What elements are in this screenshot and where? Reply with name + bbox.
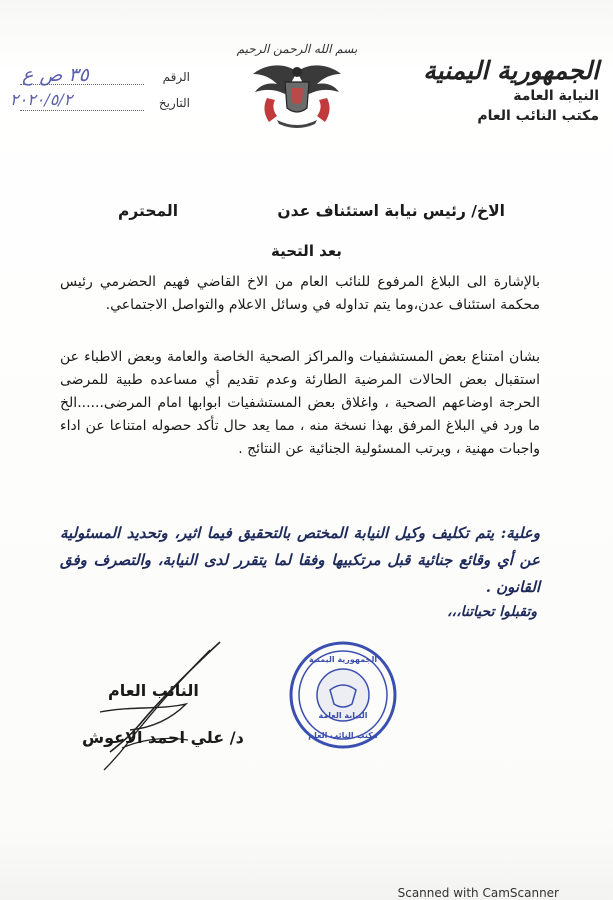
paragraph-directive: وعلية: يتم تكليف وكيل النيابة المختص بالتحقيق فيما اثير، وتحديد المسئولية عن أي وقائع جنائية قبل مرتكبيها وفقا لما يتقرر لدى النيابة، والتصرف وفق القانون . — [60, 524, 540, 596]
office-name: النيابة العامة — [513, 88, 599, 104]
paragraph-reference: بالإشارة الى البلاغ المرفوع للنائب العام من الاخ القاضي فهيم الحضرمي رئيس محكمة استئناف عدن،وما يتم تداوله في وسائل الاعلام والتواصل الاجتماعي. — [60, 274, 540, 313]
letterhead — [399, 56, 599, 126]
yemen-eagle-emblem-icon — [247, 58, 347, 130]
bureau-name: مكتب النائب العام — [477, 108, 599, 124]
reference-number-value: ٣٥ ص ع — [22, 64, 89, 86]
signer-name: د/ علي احمد الاعوش — [82, 728, 244, 747]
scanner-watermark: Scanned with CamScanner — [397, 886, 559, 900]
addressee: الاخ/ رئيس نيابة استئناف عدن — [277, 202, 505, 220]
basmala: بسم الله الرحمن الرحيم — [236, 42, 358, 56]
addressee-line — [118, 202, 505, 230]
reference-date-label: التاريخ — [158, 96, 190, 110]
state-name: الجمهورية اليمنية — [423, 56, 599, 85]
reference-block — [10, 64, 190, 116]
handwritten-signature — [70, 640, 240, 780]
date-dots — [20, 110, 144, 111]
official-stamp — [288, 640, 398, 750]
stamp-top-text: الجمهورية اليمنية — [308, 655, 378, 664]
closing-line: وتقبلوا تحياتنا،،، — [447, 604, 537, 620]
emblem-block — [232, 42, 362, 132]
paragraph-details: بشان امتناع بعض المستشفيات والمراكز الصحية الخاصة والعامة وبعض الاطباء عن استقبال بعض الحالات المرضية الطارئة وعدم تقديم أي مساعده طبية للمرضى الحرجة اوضاعهم الصحية ، واغلاق بعض المستشفيات ابوابها امام المرضى......الخ ما ورد في البلاغ المرفق بهذا نسخة منه ، مما يعد حال تأكد حصوله امتناعا عن اداء واجبات مهنية ، ويرتب المسئولية الجنائية عن النتائج . — [60, 349, 540, 457]
reference-date-row — [10, 90, 190, 116]
reference-number-label: الرقم — [162, 70, 190, 84]
stamp-bottom-text: مكتب النائب العام — [308, 731, 378, 740]
signer-title: النائب العام — [108, 681, 199, 700]
reference-number-row — [10, 64, 190, 90]
stamp-middle-text: النيابة العامة — [318, 711, 368, 720]
reference-date-value: ٢٠٢٠/٥/٢ — [10, 90, 73, 109]
greeting: بعد التحية — [271, 242, 342, 260]
honorific: المحترم — [118, 202, 179, 220]
